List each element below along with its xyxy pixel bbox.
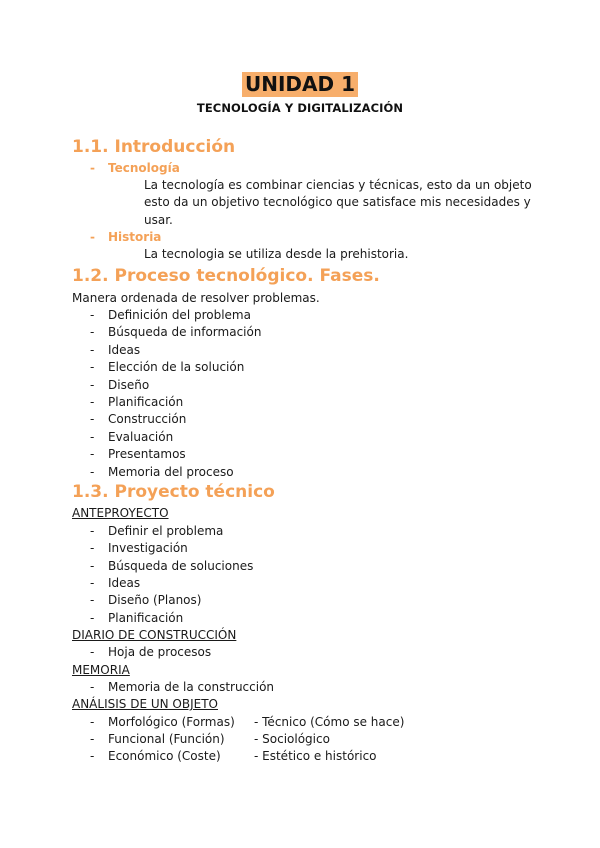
list-item: Ideas: [108, 575, 141, 590]
list-item: Diseño (Planos): [108, 593, 202, 608]
bullet-dash: -: [90, 342, 95, 357]
diario-title: DIARIO DE CONSTRUCCIÓN: [72, 628, 237, 642]
subheading-historia: Historia: [108, 230, 162, 244]
list-item: Diseño: [108, 377, 150, 392]
list-item: Evaluación: [108, 429, 174, 444]
bullet-dash: -: [90, 377, 95, 392]
bullet-dash: -: [90, 360, 95, 375]
memoria-title: MEMORIA: [72, 663, 130, 677]
analisis-right-item: - Estético e histórico: [254, 749, 377, 763]
list-item: Presentamos: [108, 447, 186, 462]
bullet-dash: -: [90, 645, 95, 659]
section-heading-proyecto: 1.3. Proyecto técnico: [72, 482, 275, 502]
list-item: Definir el problema: [108, 524, 224, 538]
list-item: Investigación: [108, 541, 188, 556]
analisis-right-item: - Técnico (Cómo se hace): [254, 715, 405, 729]
bullet-dash: -: [90, 308, 95, 322]
unit-title-wrapper: [0, 72, 600, 97]
tecnologia-description: La tecnología es combinar ciencias y técnicas, esto da un objeto esto da un objetivo tecnológico que satisface mis necesidades y usar.: [144, 178, 532, 227]
subheading-tecnologia: Tecnología: [108, 161, 180, 175]
bullet-dash: -: [90, 732, 95, 746]
list-item: Definición del problema: [108, 308, 251, 322]
historia-description: La tecnologia se utiliza desde la prehistoria.: [144, 247, 409, 261]
list-item: Memoria del proceso: [108, 464, 234, 479]
bullet-dash: -: [90, 575, 95, 590]
unit-title: UNIDAD 1: [242, 72, 358, 97]
bullet-dash: -: [90, 325, 95, 340]
bullet-dash: -: [90, 541, 95, 556]
analisis-right-item: - Sociológico: [254, 732, 330, 746]
section-heading-proceso: 1.2. Proceso tecnológico. Fases.: [72, 266, 380, 286]
bullet-dash: -: [90, 464, 95, 479]
analisis-left-item: Morfológico (Formas): [108, 715, 235, 729]
bullet-dash: -: [90, 610, 95, 625]
bullet-dash: -: [90, 749, 95, 763]
analisis-title: ANÁLISIS DE UN OBJETO: [72, 697, 218, 711]
bullet-dash: -: [90, 715, 95, 729]
bullet-dash: -: [90, 680, 95, 694]
list-item: Elección de la solución: [108, 360, 245, 375]
analisis-left-item: Funcional (Función): [108, 732, 225, 746]
bullet-dash: -: [90, 395, 95, 409]
list-item: Planificación: [108, 395, 184, 409]
list-item: Búsqueda de información: [108, 325, 262, 340]
section-heading-introduccion: 1.1. Introducción: [72, 137, 236, 157]
bullet-dash: -: [90, 412, 95, 427]
proceso-intro: Manera ordenada de resolver problemas.: [72, 291, 320, 305]
list-item: Hoja de procesos: [108, 645, 212, 659]
list-item: Búsqueda de soluciones: [108, 558, 254, 573]
bullet-dash: -: [90, 593, 95, 608]
bullet-dash: -: [90, 558, 95, 573]
bullet-dash: -: [90, 161, 95, 175]
bullet-dash: -: [90, 447, 95, 462]
list-item: Ideas: [108, 342, 141, 357]
analisis-left-item: Económico (Coste): [108, 749, 221, 763]
list-item: Memoria de la construcción: [108, 680, 275, 694]
unit-subtitle: TECNOLOGÍA Y DIGITALIZACIÓN: [196, 101, 404, 115]
anteproyecto-title: ANTEPROYECTO: [72, 506, 169, 520]
bullet-dash: -: [90, 524, 95, 538]
list-item: Construcción: [108, 412, 187, 427]
bullet-dash: -: [90, 230, 95, 244]
bullet-dash: -: [90, 429, 95, 444]
list-item: Planificación: [108, 610, 184, 625]
